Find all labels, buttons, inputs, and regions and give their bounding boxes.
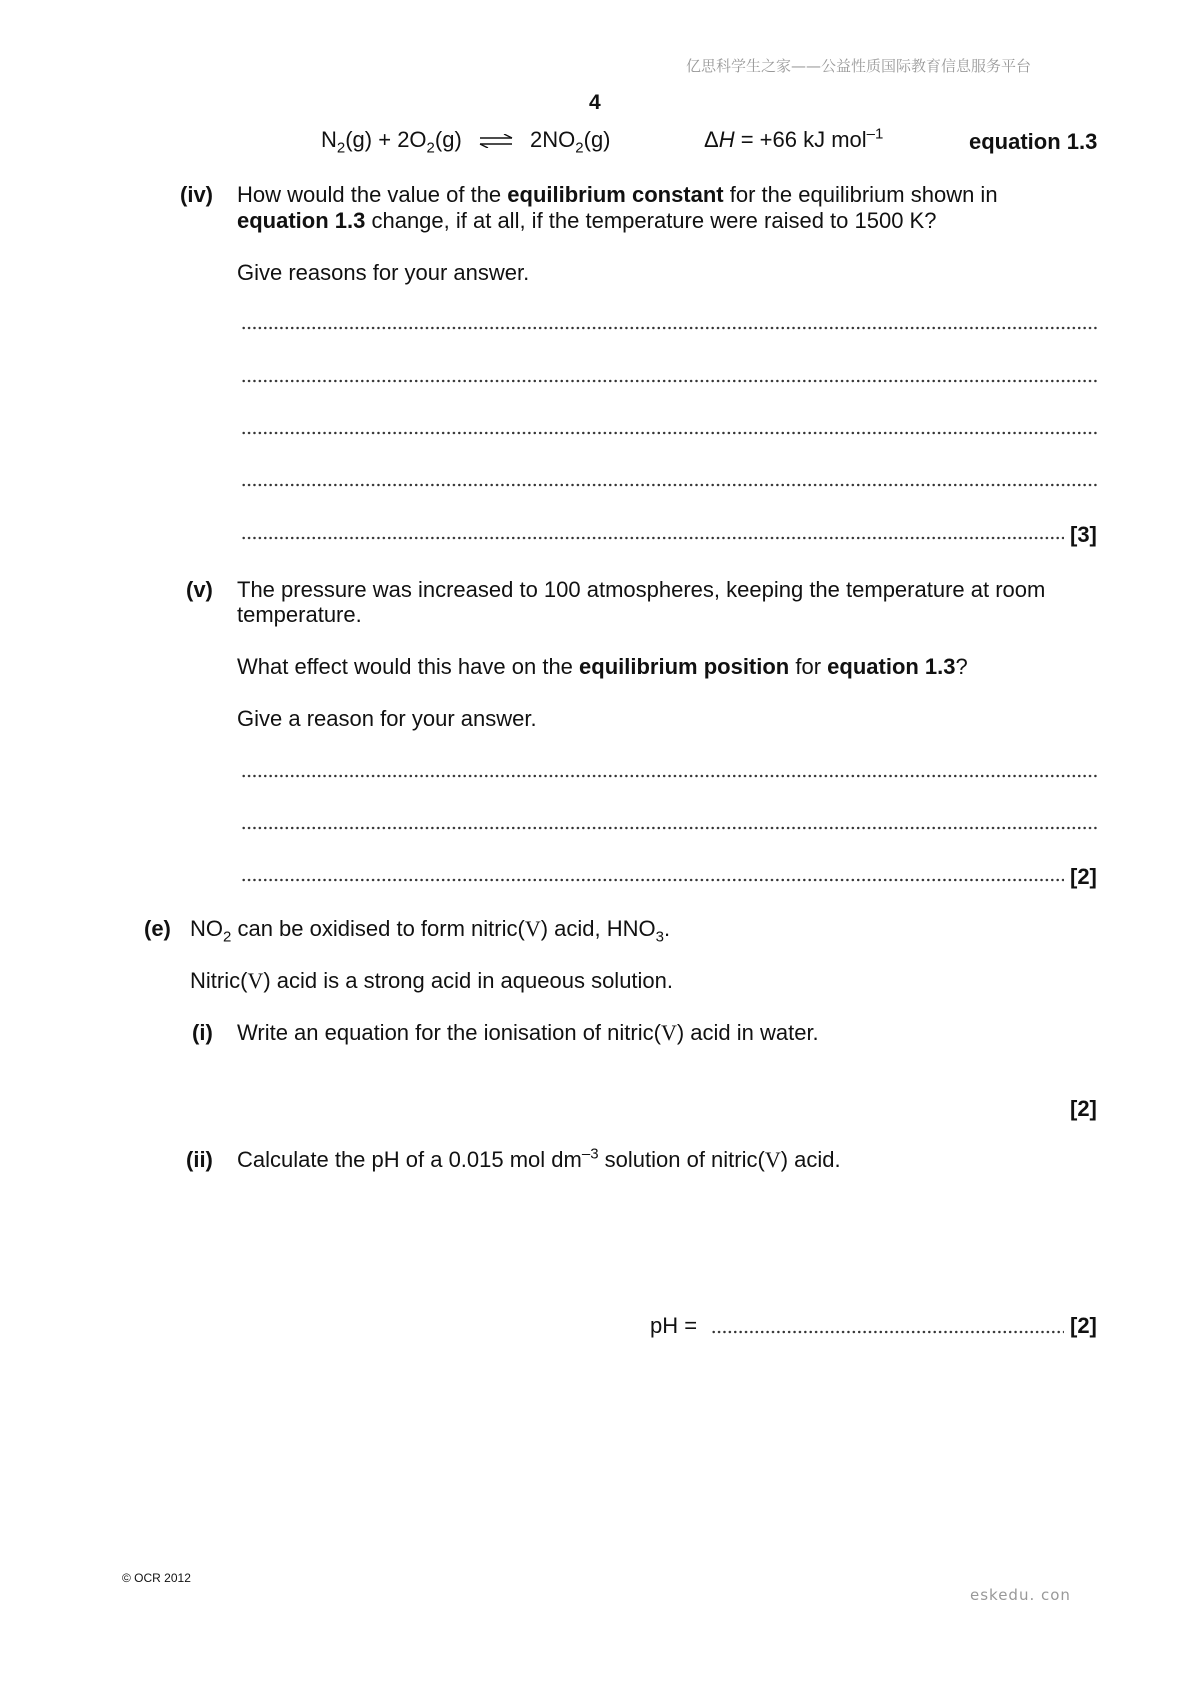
page-number: 4: [589, 91, 601, 114]
equilibrium-arrow-icon: [478, 134, 514, 148]
ph-answer-line[interactable]: [711, 1329, 1064, 1335]
marks-e-ii: [2]: [1070, 1313, 1097, 1338]
answer-line[interactable]: [241, 378, 1099, 384]
question-e-line-1: $NO_2$ can be oxidised to form nitric(V) acid, $HNO_3$.: [190, 916, 671, 946]
question-v-line-2: temperature.: [237, 602, 362, 627]
answer-line[interactable]: [241, 825, 1099, 831]
question-iv-line-1: How would the value of the equilibrium constant for the equilibrium shown in: [237, 182, 998, 207]
top-watermark: 亿思科学生之家——公益性质国际教育信息服务平台: [686, 57, 1032, 75]
question-v-prompt: Give a reason for your answer.: [237, 706, 537, 731]
answer-line[interactable]: [241, 773, 1099, 779]
question-iv-prompt: Give reasons for your answer.: [237, 260, 530, 285]
question-v-line-1: The pressure was increased to 100 atmospheres, keeping the temperature at room: [237, 577, 1046, 602]
answer-line[interactable]: [241, 482, 1099, 488]
question-e-i-text: Write an equation for the ionisation of nitric(V) acid in water.: [237, 1020, 819, 1045]
question-e-line-2: Nitric(V) acid is a strong acid in aqueous solution.: [190, 968, 674, 993]
question-label-e-i: (i): [192, 1020, 213, 1045]
equation-label: equation 1.3: [969, 129, 1098, 154]
question-iv-line-2: equation 1.3 change, if at all, if the temperature were raised to 1500 K?: [237, 208, 937, 233]
marks-e-i: [2]: [1070, 1096, 1097, 1121]
question-label-e-ii: (ii): [186, 1147, 213, 1172]
answer-line[interactable]: [241, 325, 1099, 331]
copyright-footer: © OCR 2012: [122, 1571, 191, 1585]
question-e-ii-text: Calculate the pH of a 0.015 mol $dm^{-3}$ solution of nitric(V) acid.: [237, 1145, 841, 1172]
question-label-v: (v): [186, 577, 213, 602]
answer-line[interactable]: [241, 877, 1064, 883]
answer-line[interactable]: [241, 430, 1099, 436]
bottom-watermark: eskedu. con: [970, 1586, 1071, 1604]
question-label-e: (e): [144, 916, 171, 941]
marks-iv: [3]: [1070, 522, 1097, 547]
ph-answer-label: pH =: [650, 1313, 698, 1338]
marks-v: [2]: [1070, 864, 1097, 889]
enthalpy-change: ΔH = +66 kJ mol$^{-1}$: [704, 125, 884, 152]
chemical-equation: $N_2(g) + 2O_2(g)$ $2NO_2(g)$: [321, 127, 611, 157]
answer-line[interactable]: [241, 535, 1064, 541]
question-label-iv: (iv): [180, 182, 213, 207]
question-v-line-3: What effect would this have on the equilibrium position for equation 1.3?: [237, 654, 968, 679]
